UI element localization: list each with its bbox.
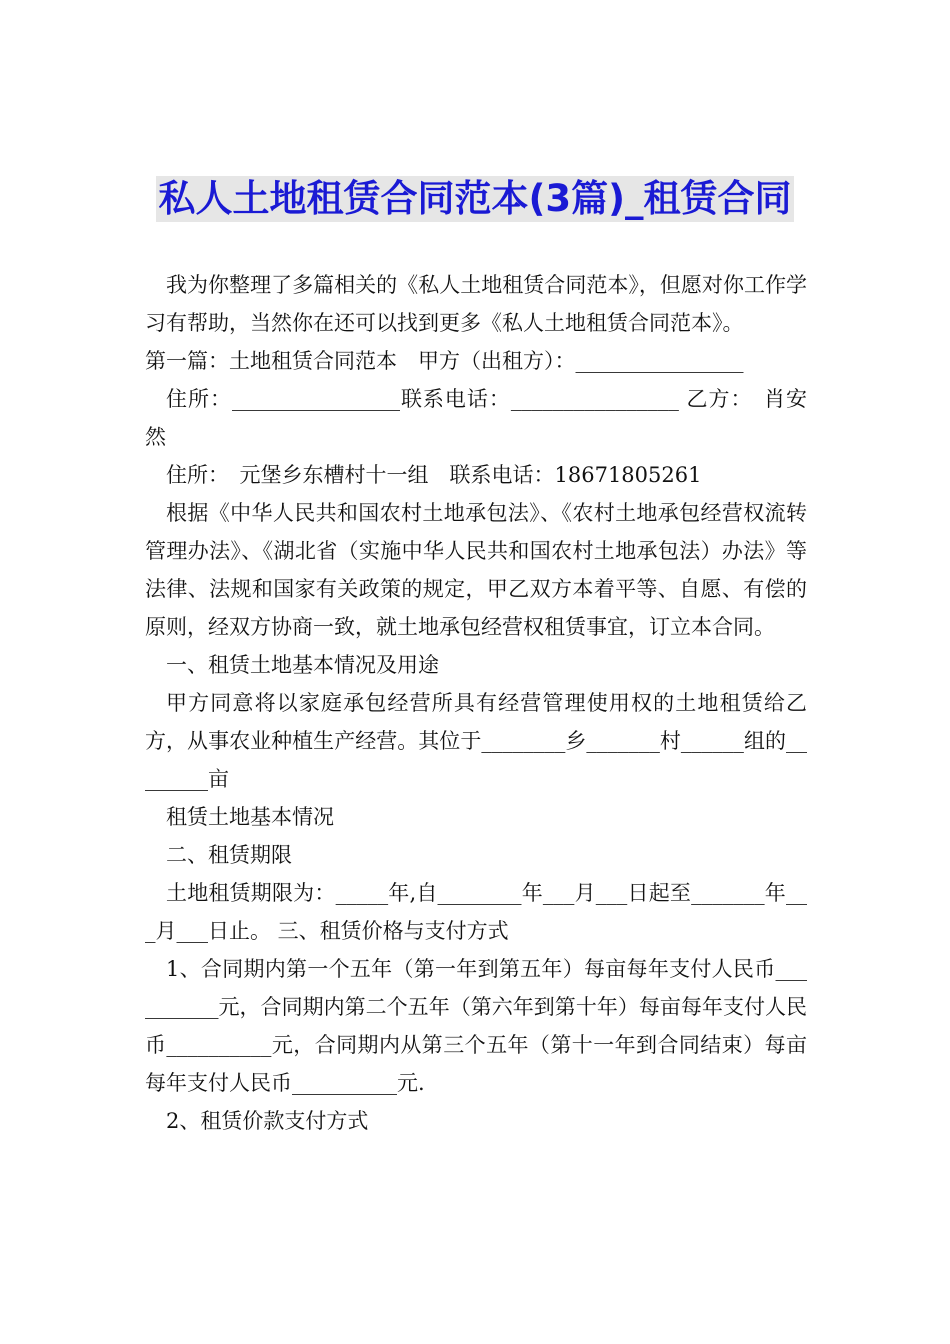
document-body xyxy=(145,266,807,1140)
party-b-address: 住所： 元堡乡东槽村十一组 联系电话：18671805261 xyxy=(166,463,702,487)
intro-paragraph: 我为你整理了多篇相关的《私人土地租赁合同范本》，但愿对你工作学习有帮助，当然你在还可以找到更多《私人土地租赁合同范本》。 xyxy=(145,273,807,335)
land-basic-info-label: 租赁土地基本情况 xyxy=(166,805,334,829)
price-clause-one: 1、合同期内第一个五年（第一年到第五年）每亩每年支付人民币__________元，合同期内第二个五年（第六年到第十年）每亩每年支付人民币__________元，合同期内从第三个五年（第十一年到合同结束）每亩每年支付人民币__________元. xyxy=(145,957,807,1095)
legal-basis-paragraph: 根据《中华人民共和国农村土地承包法》、《农村土地承包经营权流转管理办法》、《湖北省（实施中华人民共和国农村土地承包法）办法》等法律、法规和国家有关政策的规定，甲乙双方本着平等、自愿、有偿的原则，经双方协商一致，就土地承包经营权租赁事宜，订立本合同。 xyxy=(145,501,807,639)
section-two-heading: 二、租赁期限 xyxy=(166,843,292,867)
land-location-paragraph: 甲方同意将以家庭承包经营所具有经营管理使用权的土地租赁给乙方，从事农业种植生产经营。其位于________乡_______村______组的________亩 xyxy=(145,691,807,791)
chapter-one-heading-party-a: 第一篇：土地租赁合同范本 甲方（出租方）：________________ xyxy=(145,349,744,373)
party-a-address-party-b: 住所：________________联系电话：________________ 乙方： 肖安然 xyxy=(145,387,807,449)
document-title: 私人土地租赁合同范本(3篇)_租赁合同 xyxy=(158,177,792,220)
section-one-heading: 一、租赁土地基本情况及用途 xyxy=(166,653,439,677)
price-clause-two: 2、租赁价款支付方式 xyxy=(166,1109,369,1133)
lease-term-paragraph: 土地租赁期限为：_____年,自________年___月___日起至_______年___月___日止。 三、租赁价格与支付方式 xyxy=(145,881,807,943)
title-container xyxy=(0,176,950,222)
